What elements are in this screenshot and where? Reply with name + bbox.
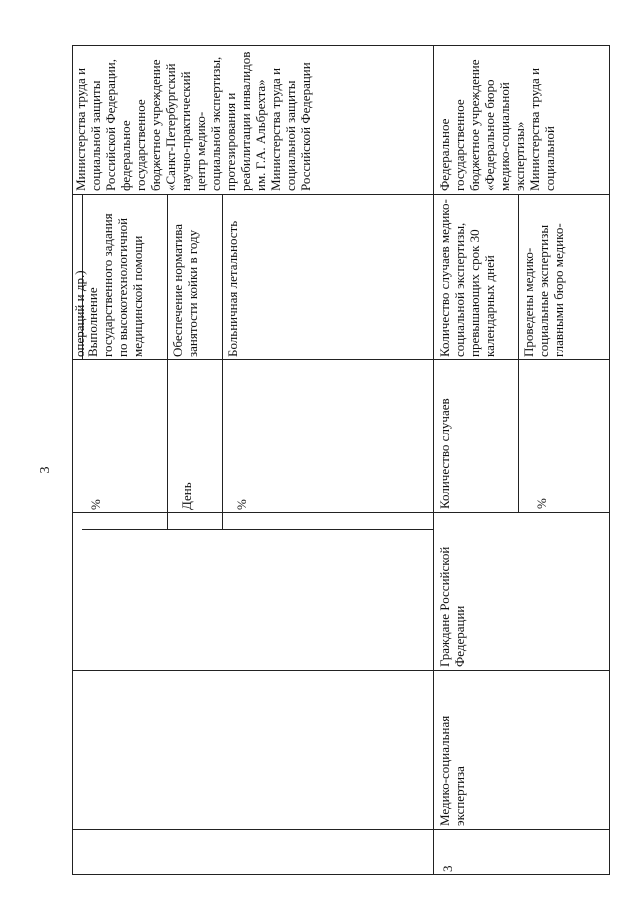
service-name: Медико-социальная экспертиза — [437, 715, 467, 826]
indicator-unit: % — [534, 498, 549, 509]
col-sep-2 — [72, 670, 610, 671]
recipients: Граждане Российской Федерации — [437, 546, 467, 667]
indicator-name: Проведены медико-социальные экспертизы главными бюро медико- — [521, 223, 566, 357]
indicator-name: Больничная летальность — [225, 220, 240, 357]
institution-text: Министерства труда и социальной защиты Российской Федерации, федеральное государственное бюджетное учреждение «Санкт-Петербургский научно-практический центр медико-социальной экспертизы, протезирования и реабилитации инвалидов им. Г.А. Альбрехта» Министерства труда и социальной защиты Российской Федерации — [73, 51, 313, 191]
table-border-left — [72, 874, 610, 875]
indicator-name: Обеспечение норматива занятости койки в году — [170, 223, 200, 357]
indicator-unit: Количество случаев — [437, 398, 452, 509]
col-sep-1 — [72, 829, 610, 830]
indicator-unit: День — [179, 482, 194, 510]
sub-sep-d — [82, 529, 433, 530]
institution-text: Федеральное государственное бюджетное учреждение «Федеральное бюро медико-социальной экспертизы» Министерства труда и социальной — [437, 59, 557, 191]
indicator-unit: % — [234, 499, 249, 510]
indicator-name: Количество случаев медико-социальной экспертизы, превышающих срок 30 календарных дней — [437, 199, 497, 357]
indicator-name: Выполнение государственного задания по высокотехнологичной медицинской помощи — [85, 213, 145, 357]
row-sep — [433, 45, 434, 875]
rotated-table — [72, 45, 610, 875]
indicator-unit: % — [88, 499, 103, 510]
carryover-indicator: операций и др.) — [72, 270, 87, 357]
page-number: 3 — [38, 466, 53, 474]
row-number: 3 — [440, 865, 455, 872]
